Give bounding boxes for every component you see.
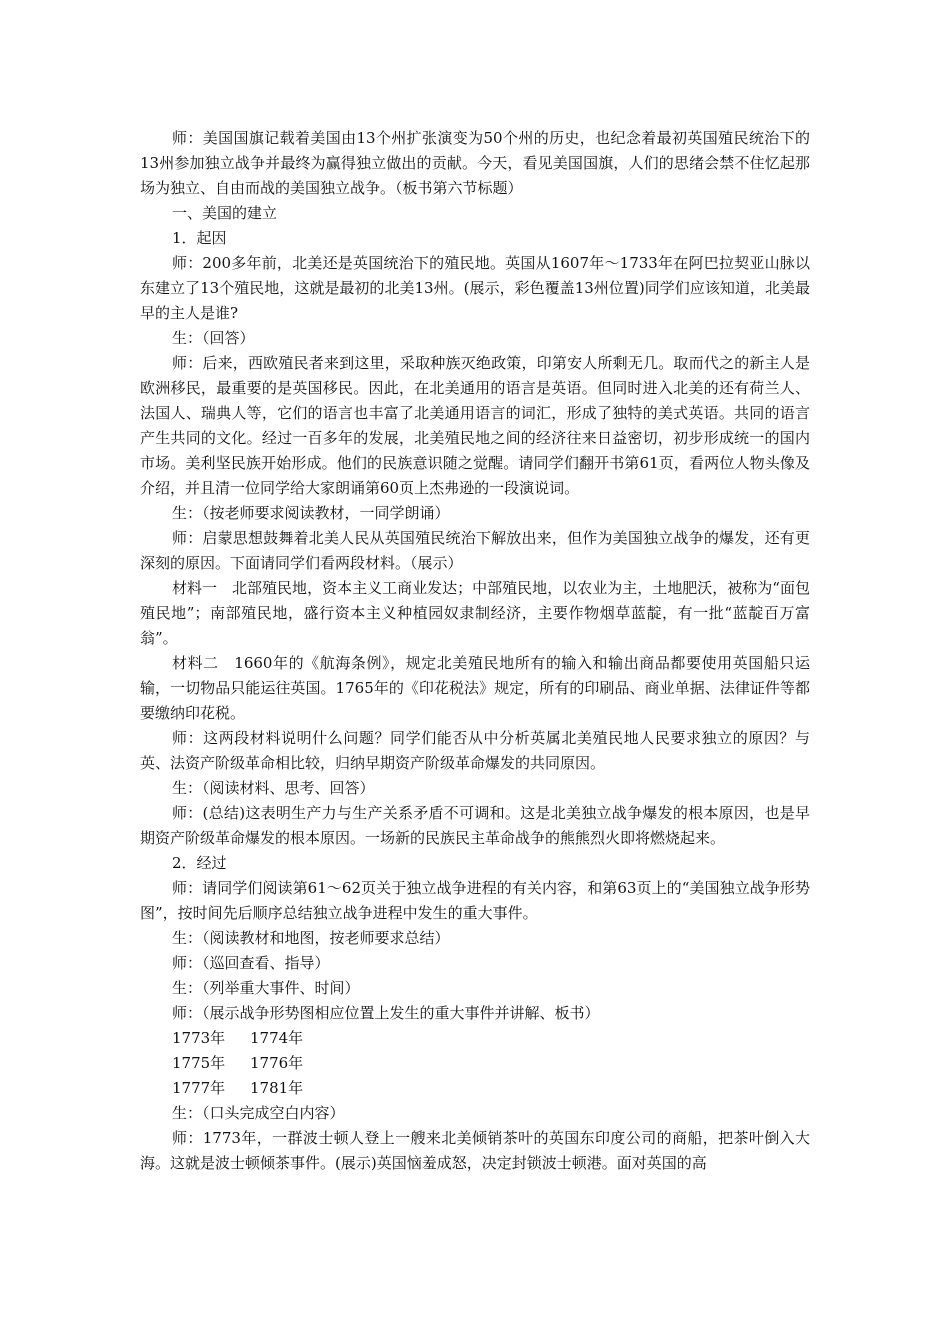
paragraph: 生：（列举重大事件、时间）	[172, 979, 360, 997]
year-label: 1775年	[172, 1054, 226, 1072]
year-row	[140, 1051, 810, 1076]
paragraph: 生：（口头完成空白内容）	[172, 1104, 345, 1122]
paragraph: 师：这两段材料说明什么问题？同学们能否从中分析英属北美殖民地人民要求独立的原因？与英、法资产阶级革命相比较，归纳早期资产阶级革命爆发的共同原因。	[140, 729, 810, 772]
paragraph: 师：200多年前，北美还是英国统治下的殖民地。英国从1607年～1733年在阿巴拉契亚山脉以东建立了13个殖民地，这就是最初的北美13州。(展示，彩色覆盖13州位置)同学们应该知道，北美最早的主人是谁?	[140, 254, 810, 322]
year-row	[140, 1026, 810, 1051]
paragraph: 师：1773年，一群波士顿人登上一艘来北美倾销茶叶的英国东印度公司的商船，把茶叶倒入大海。这就是波士顿倾茶事件。(展示)英国恼羞成怒，决定封锁波士顿港。面对英国的高	[140, 1129, 810, 1172]
subsection-heading: 2．经过	[172, 854, 227, 872]
year-label: 1776年	[250, 1054, 304, 1072]
paragraph: 师：(总结)这表明生产力与生产关系矛盾不可调和。这是北美独立战争爆发的根本原因，也是早期资产阶级革命爆发的根本原因。一场新的民族民主革命战争的熊熊烈火即将燃烧起来。	[140, 804, 810, 847]
paragraph: 师：（展示战争形势图相应位置上发生的重大事件并讲解、板书）	[172, 1004, 600, 1022]
section-heading: 一、美国的建立	[172, 204, 278, 222]
year-row	[140, 1076, 810, 1101]
paragraph: 生：（按老师要求阅读教材，一同学朗诵）	[172, 504, 450, 522]
year-label: 1774年	[250, 1029, 304, 1047]
paragraph: 生：（回答）	[172, 329, 255, 347]
paragraph: 生：（阅读教材和地图，按老师要求总结）	[172, 929, 450, 947]
year-label: 1773年	[172, 1029, 226, 1047]
material-paragraph: 材料二 1660年的《航海条例》，规定北美殖民地所有的输入和输出商品都要使用英国船只运输，一切物品只能运往英国。1765年的《印花税法》规定，所有的印刷品、商业单据、法律证件等都要缴纳印花税。	[140, 654, 810, 722]
paragraph: 师：美国国旗记载着美国由13个州扩张演变为50个州的历史，也纪念着最初英国殖民统治下的13州参加独立战争并最终为赢得独立做出的贡献。今天，看见美国国旗，人们的思绪会禁不住忆起那场为独立、自由而战的美国独立战争。（板书第六节标题）	[140, 129, 810, 197]
paragraph: 师：（巡回查看、指导）	[172, 954, 330, 972]
paragraph: 生：（阅读材料、思考、回答）	[172, 779, 375, 797]
year-label: 1781年	[250, 1079, 304, 1097]
paragraph: 师：后来，西欧殖民者来到这里，采取种族灭绝政策，印第安人所剩无几。取而代之的新主人是欧洲移民，最重要的是英国移民。因此，在北美通用的语言是英语。但同时进入北美的还有荷兰人、法国人、瑞典人等，它们的语言也丰富了北美通用语言的词汇，形成了独特的美式英语。共同的语言产生共同的文化。经过一百多年的发展，北美殖民地之间的经济往来日益密切，初步形成统一的国内市场。美利坚民族开始形成。他们的民族意识随之觉醒。请同学们翻开书第61页，看两位人物头像及介绍，并且清一位同学给大家朗诵第60页上杰弗逊的一段演说词。	[140, 354, 810, 497]
material-paragraph: 材料一 北部殖民地，资本主义工商业发达；中部殖民地，以农业为主，土地肥沃，被称为“面包殖民地”；南部殖民地，盛行资本主义种植园奴隶制经济，主要作物烟草蓝靛，有一批“蓝靛百万富翁”。	[140, 579, 810, 647]
paragraph: 师：启蒙思想鼓舞着北美人民从英国殖民统治下解放出来，但作为美国独立战争的爆发，还有更深刻的原因。下面请同学们看两段材料。（展示）	[140, 529, 810, 572]
subsection-heading: 1．起因	[172, 229, 227, 247]
year-label: 1777年	[172, 1079, 226, 1097]
document-body	[140, 126, 810, 1176]
paragraph: 师：请同学们阅读第61～62页关于独立战争进程的有关内容，和第63页上的“美国独立战争形势图”，按时间先后顺序总结独立战争进程中发生的重大事件。	[140, 879, 810, 922]
